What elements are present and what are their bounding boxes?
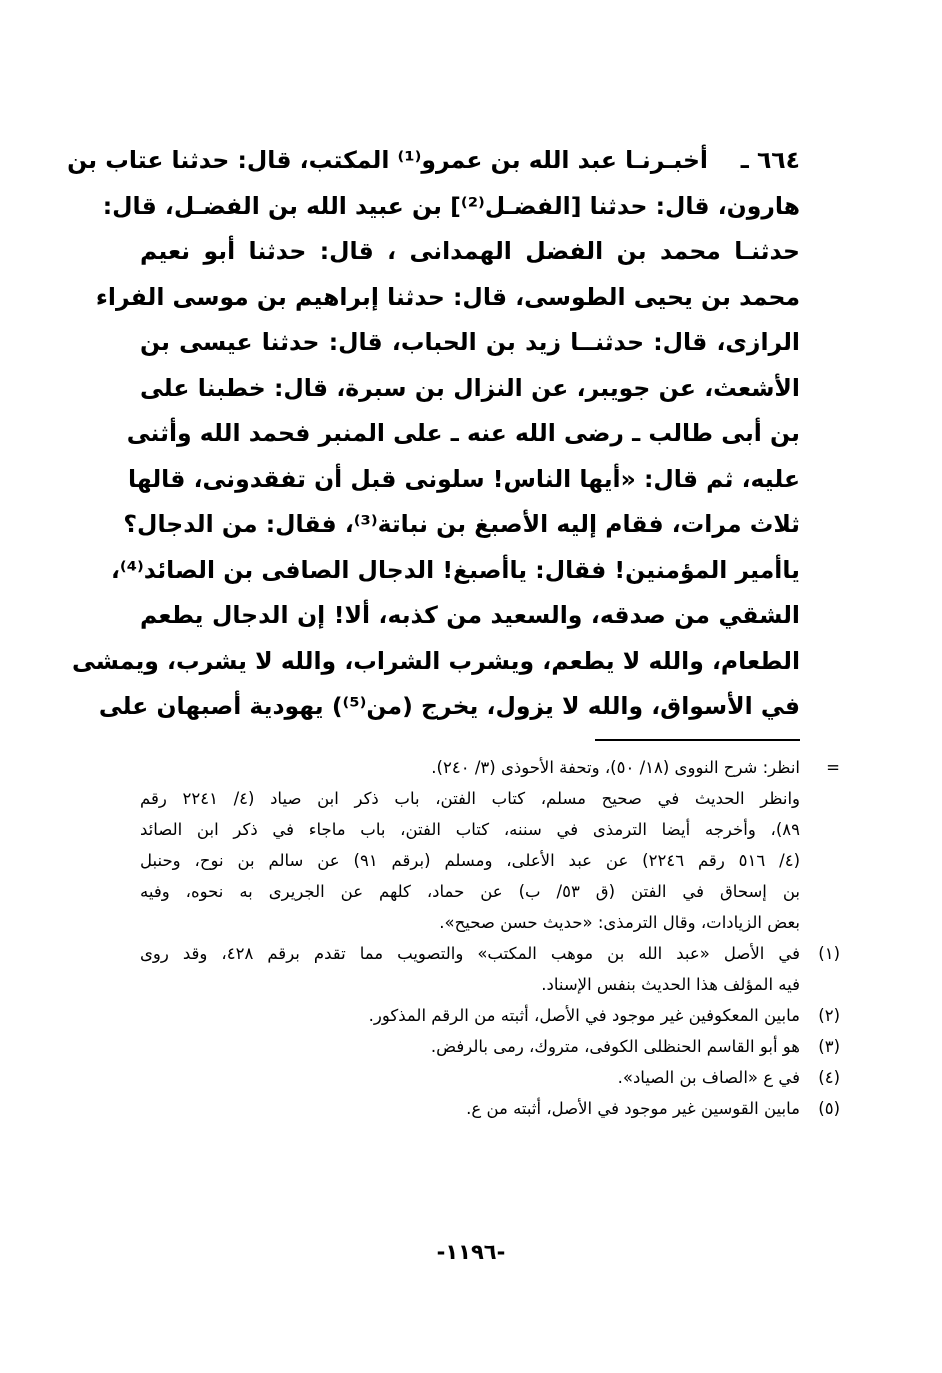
continuation-lines [140, 752, 800, 938]
footnote-line: في الأصل «عبد الله بن موهب المكتب» والتصويب مما تقدم برقم ٤٢٨، وقد روى [140, 944, 800, 963]
footnote-item [140, 1062, 840, 1093]
footnote-marker: (١) [818, 944, 840, 963]
page-number: -١١٩٦- [436, 1240, 506, 1264]
main-text-line: في الأسواق، والله لا يزول، يخرج (من⁽⁵⁾) يهودية أصبهان على [98, 692, 800, 720]
footnote-divider [595, 739, 800, 741]
footnote-item [140, 938, 840, 1000]
main-text-line: هارون، قال: حدثنا [الفضـل⁽²⁾] بن عبيد الله بن الفضـل، قال: [102, 191, 800, 220]
footnote-line: هو أبو القاسم الحنظلى الكوفى، متروك، رمى بالرفض. [430, 1037, 800, 1056]
main-text-line: حدثنـا محمد بن الفضل الهمدانى ، قال: حدثنا أبو نعيم [140, 237, 800, 265]
footnote-line: بن إسحاق في الفتن (ق ٥٣/ ب) عن حماد، كلهم عن الجريرى به نحوه، وفيه [140, 882, 800, 901]
footnote-item [140, 1000, 840, 1031]
footnote-line: مابين المعكوفين غير موجود في الأصل، أثبته من الرقم المذكور. [368, 1006, 800, 1025]
continuation-marker: = [826, 758, 840, 777]
footnote-line: ٨٩)، وأخرجه أيضا الترمذى في سننه، كتاب الفتن، باب ماجاء في ذكر ابن الصائد [140, 820, 800, 839]
footnote-line: فيه المؤلف هذا الحديث بنفس الإسناد. [541, 975, 800, 994]
footnote-line: في ع «الصاف بن الصياد». [617, 1068, 800, 1087]
footnote-line: مابين القوسين غير موجود في الأصل، أثبته من ع. [466, 1099, 800, 1118]
main-text [67, 138, 800, 730]
main-text-line: عليه، ثم قال: «أيها الناس! سلونى قبل أن تفقدونى، قالها [128, 464, 800, 493]
main-text-line: ثلاث مرات، فقام إليه الأصبغ بن نباتة⁽³⁾، فقال: من الدجال؟ [123, 510, 800, 538]
footnote-line: انظر: شرح النووى (١٨/ ٥٠)، وتحفة الأحوذى (٣/ ٢٤٠). [431, 758, 800, 777]
main-text-line: أخبـرنـا عبد الله بن عمرو⁽¹⁾ المكتب، قال: حدثنا عتاب بن [67, 146, 708, 174]
footnote-line: (٤/ ٥١٦ رقم ٢٢٤٦) عن عبد الأعلى، ومسلم (برقم ٩١) عن سالم بن نوح، وحنبل [140, 851, 801, 870]
footnote-line: بعض الزيادات، وقال الترمذى: «حديث حسن صحيح». [439, 913, 800, 932]
footnotes [140, 752, 840, 1124]
main-text-line: ياأمير المؤمنين! فقال: ياأصبغ! الدجال الصافى بن الصائد⁽⁴⁾، [110, 555, 800, 584]
hadith-number: ٦٦٤ ـ [740, 146, 800, 174]
footnote-item [140, 1031, 840, 1062]
main-text-line: الرازى، قال: حدثنــا زيد بن الحباب، قال: حدثنا عيسى بن [140, 328, 800, 356]
main-text-line: الطعام، والله لا يطعم، ويشرب الشراب، والله لا يشرب، ويمشى [72, 646, 800, 675]
footnote-marker: (٣) [818, 1037, 840, 1056]
main-text-line: الشقي من صدقه، والسعيد من كذبه، ألا! إن الدجال يطعم [140, 601, 800, 629]
main-text-line: محمد بن يحيى الطوسى، قال: حدثنا إبراهيم بن موسى الفراء [95, 282, 800, 311]
footnote-item [140, 1093, 840, 1124]
main-text-line: بن أبى طالب ـ رضى الله عنه ـ على المنبر فحمد الله وأثنى [126, 419, 800, 447]
footnote-continuation [140, 752, 840, 938]
footnote-line: وانظر الحديث في صحيح مسلم، كتاب الفتن، باب ذكر ابن صياد (٤/ ٢٢٤١ رقم [140, 789, 800, 808]
footnote-marker: (٢) [818, 1006, 840, 1025]
main-text-line: الأشعث، عن جويبر، عن النزال بن سبرة، قال: خطبنا على [140, 373, 800, 402]
footnote-marker: (٥) [818, 1099, 840, 1118]
footnote-list [140, 938, 840, 1124]
footnote-marker: (٤) [818, 1068, 840, 1087]
